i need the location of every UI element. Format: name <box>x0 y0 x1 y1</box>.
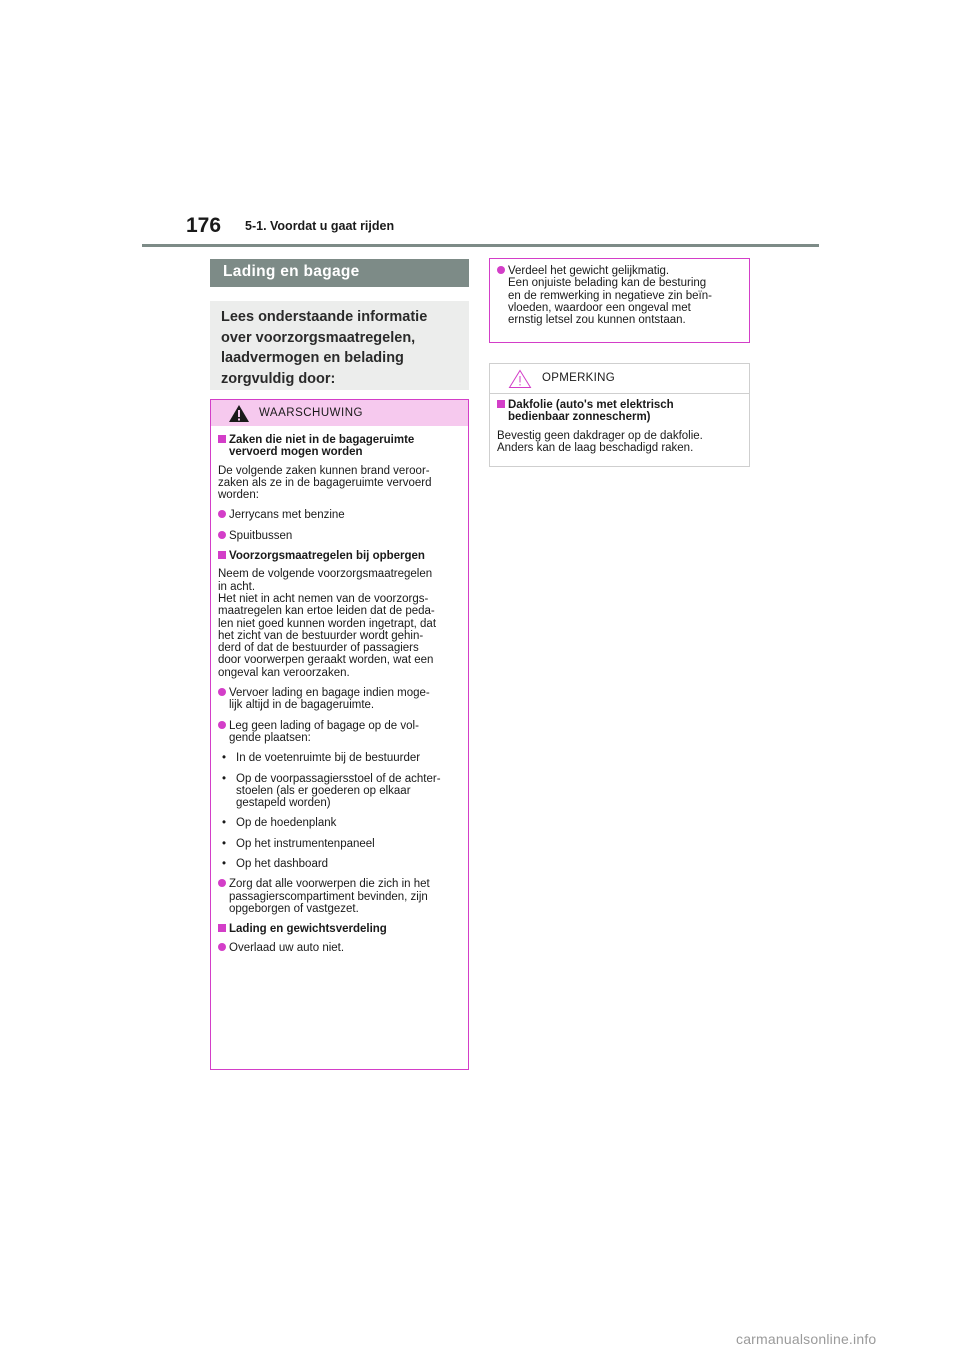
square-bullet-icon <box>497 400 505 408</box>
section-title: 5-1. Voordat u gaat rijden <box>245 219 395 233</box>
watermark: carmanualsonline.info <box>736 1331 877 1347</box>
notice-label: OPMERKING <box>542 372 615 384</box>
warning-paragraph: Neem de volgende voorzorgsmaatregelen in acht. Het niet in acht nemen van de voorzorgs- maatregelen kan ertoe leiden dat de peda- len niet goed kunnen worden ingetrapt, dat het zicht van de bestuurder wordt gehin- derd of dat de bestuurder of passagiers door voorwerpen geraakt worden, wat een ongeval kan veroorzaken. <box>218 568 437 679</box>
square-bullet-icon <box>218 924 226 932</box>
warning-header <box>211 400 468 426</box>
warning-label: WAARSCHUWING <box>259 407 363 419</box>
list-item: Verdeel het gewicht gelijkmatig. Een onjuiste belading kan de besturing en de remwerking in negatieve zin beïn- vloeden, waardoor een ongeval met ernstig letsel zou kunnen ontstaan. <box>497 265 743 326</box>
warning-box <box>210 399 469 1070</box>
list-item: Spuitbussen <box>218 530 462 542</box>
sub-list-item: • Op het instrumentenpaneel <box>222 837 375 850</box>
warning-triangle-icon <box>228 404 250 423</box>
notice-box <box>489 363 750 467</box>
intro-box <box>210 301 469 390</box>
intro-line: zorgvuldig door: <box>221 370 336 387</box>
square-bullet-icon <box>218 435 226 443</box>
list-item: Zorg dat alle voorwerpen die zich in het passagierscompartiment bevinden, zijn opgeborgen of vastgezet. <box>218 878 462 915</box>
sub-list-item: • Op het dashboard <box>222 858 329 871</box>
warning-body <box>211 426 468 954</box>
notice-body <box>490 394 749 454</box>
topic-title: Lading en bagage <box>210 259 469 287</box>
circle-bullet-icon <box>218 531 226 539</box>
circle-bullet-icon <box>497 266 505 274</box>
square-bullet-icon <box>218 551 226 559</box>
circle-bullet-icon <box>218 721 226 729</box>
intro-line: over voorzorgsmaatregelen, <box>221 329 416 346</box>
sub-list-item: • Op de hoedenplank <box>222 817 337 830</box>
notice-heading: Dakfolie (auto's met elektrisch bedienbaar zonnescherm) <box>497 399 743 424</box>
notice-paragraph: Bevestig geen dakdrager op de dakfolie. Anders kan de laag beschadigd raken. <box>497 429 703 454</box>
header-rule <box>142 244 819 247</box>
warning-heading: Zaken die niet in de bagageruimte vervoerd mogen worden <box>218 434 462 459</box>
intro-line: Lees onderstaande informatie <box>221 309 428 325</box>
warning-continued-box <box>489 258 750 343</box>
page-number: 176 <box>186 214 222 237</box>
notice-header <box>490 364 749 394</box>
warning-heading: Lading en gewichtsverdeling <box>218 923 462 935</box>
caution-triangle-icon <box>508 369 532 389</box>
circle-bullet-icon <box>218 510 226 518</box>
list-item: Jerrycans met benzine <box>218 509 462 521</box>
circle-bullet-icon <box>218 879 226 887</box>
warning-heading: Voorzorgsmaatregelen bij opbergen <box>218 550 462 562</box>
list-item: Leg geen lading of bagage op de vol- gende plaatsen: <box>218 720 462 745</box>
circle-bullet-icon <box>218 943 226 951</box>
warning-paragraph: De volgende zaken kunnen brand veroor- zaken als ze in de bagageruimte vervoerd worden: <box>218 464 432 502</box>
list-item: Vervoer lading en bagage indien moge- lijk altijd in de bagageruimte. <box>218 687 462 712</box>
intro-line: laadvermogen en belading <box>221 350 404 366</box>
sub-list-item: • In de voetenruimte bij de bestuurder <box>222 752 421 765</box>
list-item: Overlaad uw auto niet. <box>218 942 462 954</box>
sub-list-item: • Op de voorpassagiersstoel of de achter- stoelen (als er goederen op elkaar gestapeld worden) <box>222 772 441 810</box>
circle-bullet-icon <box>218 688 226 696</box>
